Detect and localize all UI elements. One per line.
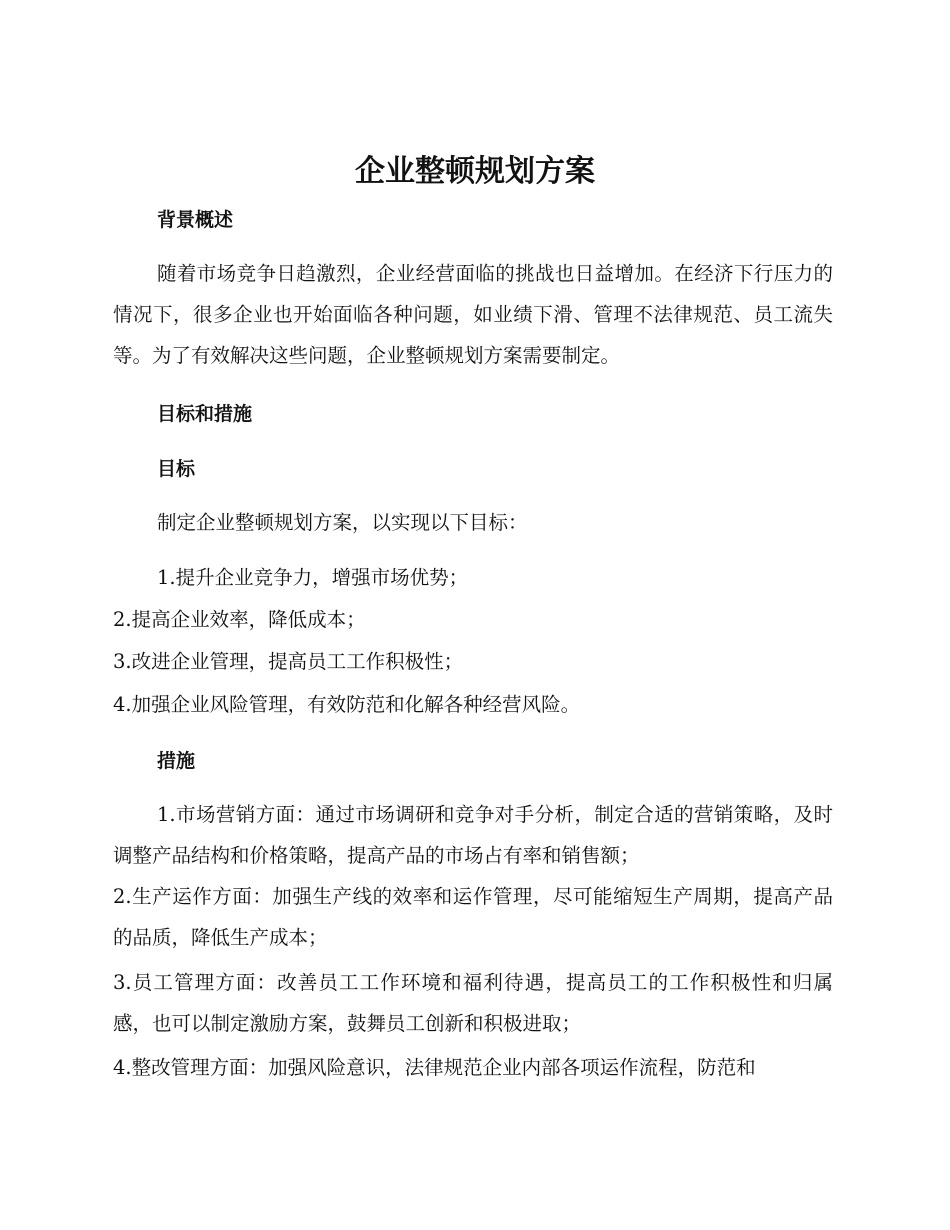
goal-item-2: 2.提高企业效率，降低成本； [113,608,366,631]
document-title: 企业整顿规划方案 [355,154,595,189]
heading-measures: 措施 [157,750,196,772]
heading-background: 背景概述 [157,209,234,231]
heading-goals-and-measures: 目标和措施 [157,403,253,425]
goal-item-1: 1.提升企业竞争力，增强市场优势； [157,566,469,589]
measure-item-1: 1.市场营销方面：通过市场调研和竞争对手分析，制定合适的营销策略，及时调整产品结构和价格策略，提高产品的市场占有率和销售额； [113,803,833,867]
paragraph-background: 随着市场竞争日趋激烈，企业经营面临的挑战也日益增加。在经济下行压力的情况下，很多企业也开始面临各种问题，如业绩下滑、管理不法律规范、员工流失等。为了有效解决这些问题，企业整顿规划方案需要制定。 [113,262,833,367]
goal-item-4: 4.加强企业风险管理，有效防范和化解各种经营风险。 [113,693,581,716]
goal-item-3: 3.改进企业管理，提高员工工作积极性； [113,650,464,673]
goals-intro: 制定企业整顿规划方案，以实现以下目标： [157,511,528,534]
measure-item-2: 2.生产运作方面：加强生产线的效率和运作管理，尽可能缩短生产周期，提高产品的品质，降低生产成本； [113,885,833,949]
heading-goals: 目标 [157,458,196,480]
measure-item-4: 4.整改管理方面：加强风险意识，法律规范企业内部各项运作流程，防范和 [113,1056,756,1079]
measure-item-3: 3.员工管理方面：改善员工工作环境和福利待遇，提高员工的工作积极性和归属感，也可以制定激励方案，鼓舞员工创新和积极进取； [113,971,833,1035]
